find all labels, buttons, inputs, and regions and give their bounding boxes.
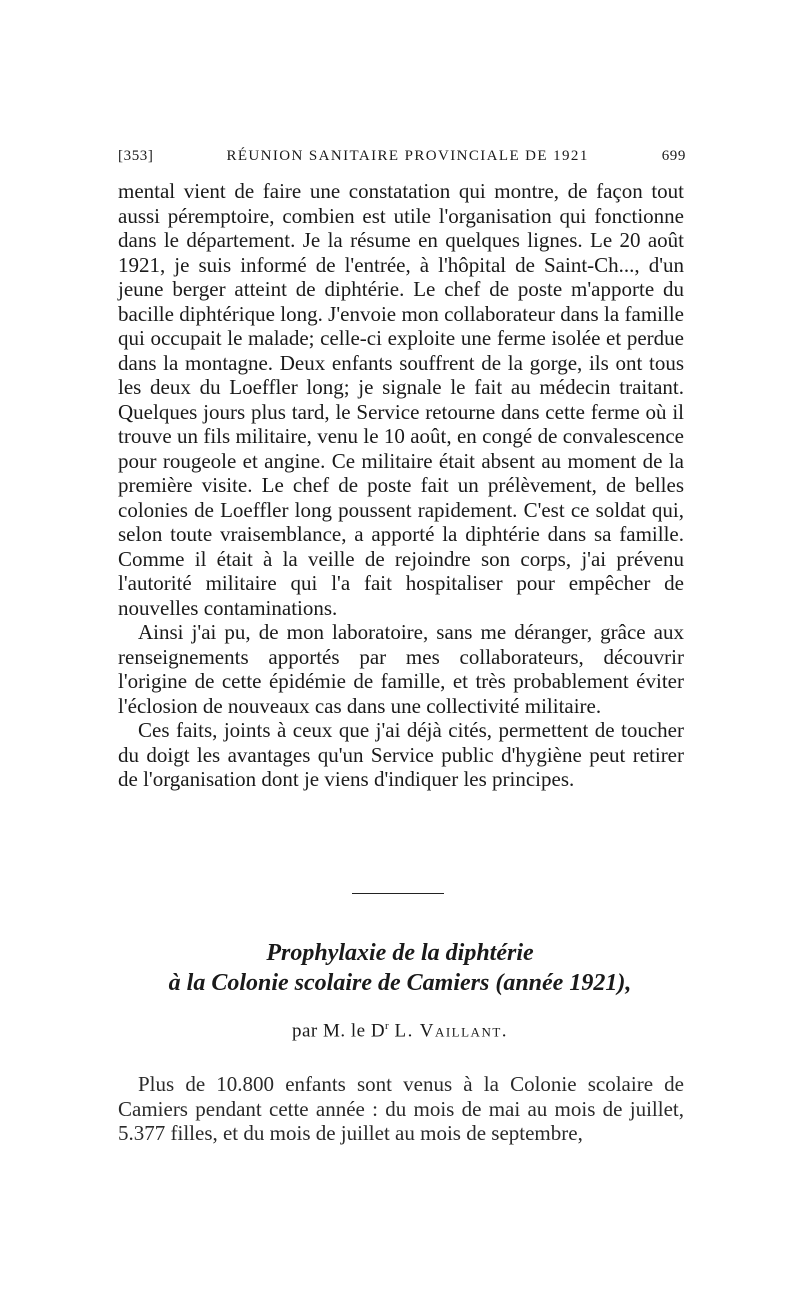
running-header <box>118 148 686 165</box>
article-paragraph-1: Plus de 10.800 enfants sont venus à la Colonie scolaire de Camiers pendant cette année : du mois de mai au mois de juillet, 5.377 filles, et du mois de juillet au mois de septembre, <box>118 1072 684 1145</box>
article-title <box>100 938 700 998</box>
byline-author: L. Vaillant. <box>394 1020 509 1042</box>
page-number: 699 <box>661 148 686 164</box>
article-body <box>118 1072 684 1146</box>
byline-superscript: r <box>385 1020 390 1032</box>
byline-prefix: par M. le D <box>291 1020 386 1042</box>
body-paragraph-2: Ainsi j'ai pu, de mon laboratoire, sans me déranger, grâce aux renseignements apportés par mes collaborateurs, découvrir l'origine de cette épidémie de famille, et très probablement éviter l'éclosion de nouveaux cas dans une collectivité militaire. <box>118 620 684 718</box>
article-title-line-1: Prophylaxie de la diphtérie <box>266 940 534 966</box>
byline <box>100 1020 700 1042</box>
section-separator <box>352 893 444 894</box>
body-text <box>118 179 684 792</box>
running-title: RÉUNION SANITAIRE PROVINCIALE DE 1921 <box>226 148 589 164</box>
body-paragraph-3: Ces faits, joints à ceux que j'ai déjà cités, permettent de toucher du doigt les avantages qu'un Service public d'hygiène peut retirer de l'organisation dont je viens d'indiquer les principes. <box>118 718 684 791</box>
page-reference: [353] <box>118 148 154 164</box>
article-title-line-2: à la Colonie scolaire de Camiers (année 1921), <box>168 970 632 996</box>
body-paragraph-1: mental vient de faire une constatation qui montre, de façon tout aussi péremptoire, combien est utile l'organisation qui fonctionne dans le département. Je la résume en quelques lignes. Le 20 août 1921, je suis informé de l'entrée, à l'hôpital de Saint-Ch..., d'un jeune berger atteint de diphtérie. Le chef de poste m'apporte du bacille diphtérique long. J'envoie mon collaborateur dans la famille qui occupait le malade; celle-ci exploite une ferme isolée et perdue dans la montagne. Deux enfants souffrent de la gorge, ils ont tous les deux du Loeffler long; je signale le fait au médecin traitant. Quelques jours plus tard, le Service retourne dans cette ferme où il trouve un fils militaire, venu le 10 août, en congé de convalescence pour rougeole et angine. Ce militaire était absent au moment de la première visite. Le chef de poste fait un prélèvement, de belles colonies de Loeffler long poussent rapidement. C'est ce soldat qui, selon toute vraisemblance, a apporté la diphtérie dans sa famille. Comme il était à la veille de rejoindre son corps, j'ai prévenu l'autorité militaire qui l'a fait hospitaliser pour empêcher de nouvelles contaminations. <box>118 179 684 620</box>
